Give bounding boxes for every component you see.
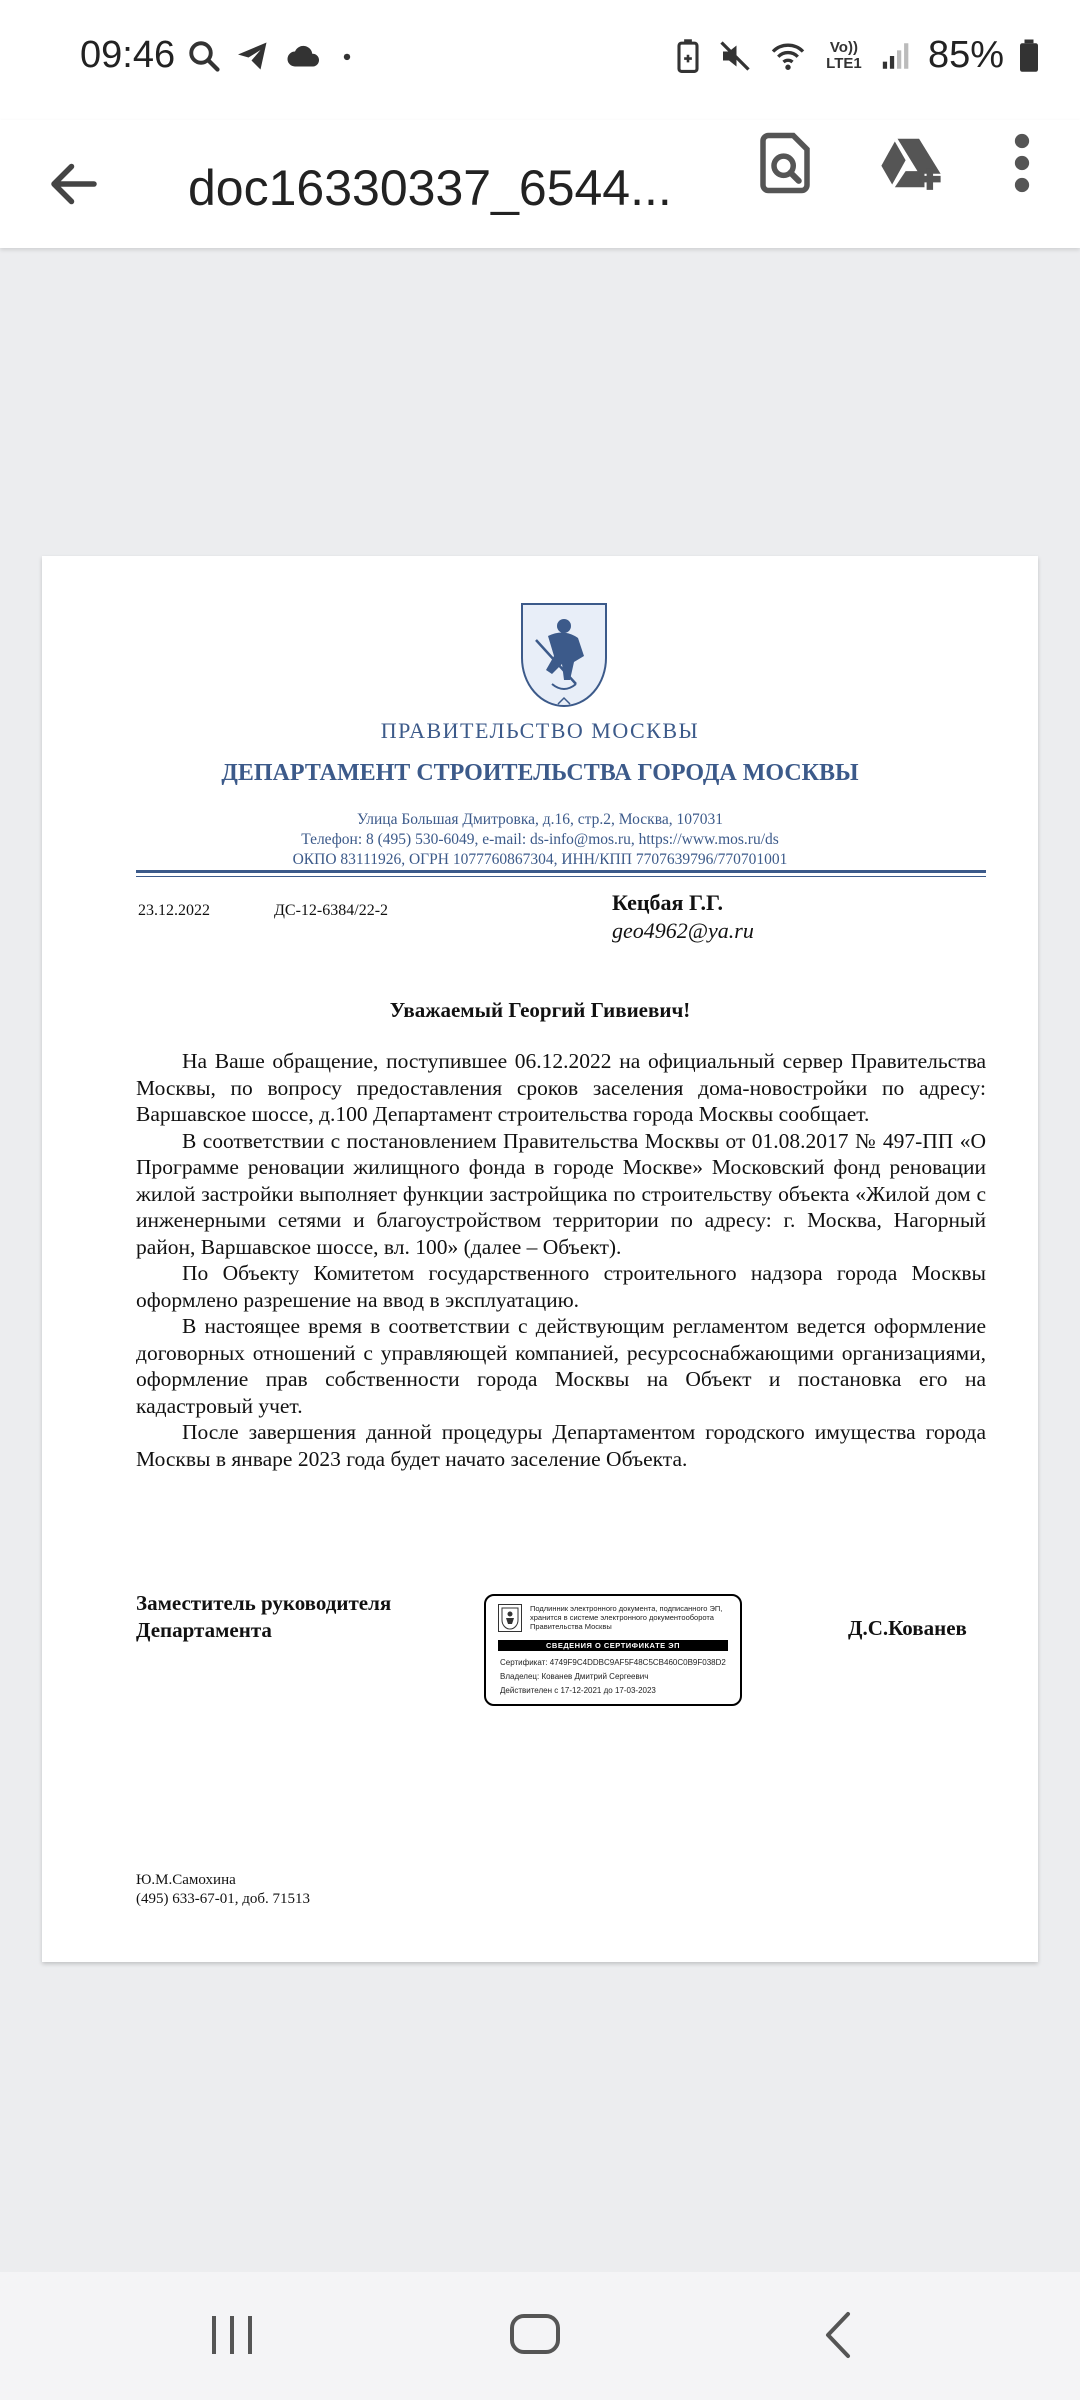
stamp-certificate: Сертификат: 4749F9C4DDBC9AF5F48C5CB460C0B9F038D2 (500, 1658, 726, 1667)
status-time: 09:46 (80, 34, 176, 76)
battery-percent: 85% (927, 34, 1004, 76)
status-bar (0, 0, 1080, 120)
letter-date: 23.12.2022 (138, 902, 210, 919)
signer-name: Д.С.Кованев (848, 1616, 967, 1640)
find-in-document-icon[interactable] (752, 130, 818, 196)
signer-position-line: Заместитель руководителя (136, 1591, 392, 1615)
search-icon (186, 38, 222, 74)
letter-number: ДС-12-6384/22-2 (274, 902, 389, 919)
header-divider (136, 870, 986, 873)
home-icon[interactable] (506, 2310, 564, 2358)
registration-line: ОКПО 83111926, ОГРН 1077760867304, ИНН/КПП 7707639796/770701001 (292, 851, 788, 868)
electronic-signature-stamp (484, 1594, 742, 1706)
battery-saver-icon (674, 38, 702, 74)
recent-apps-icon[interactable] (208, 2312, 256, 2358)
recipient-email: geo4962@ya.ru (612, 918, 754, 943)
signal-icon (880, 38, 914, 74)
org-government: ПРАВИТЕЛЬСТВО МОСКВЫ (380, 718, 700, 743)
moscow-coat-of-arms-icon (518, 600, 610, 710)
battery-icon (1018, 38, 1040, 74)
header-divider-thin (136, 876, 986, 877)
paragraph: В настоящее время в соответствии с действующим регламентом ведется оформление договорных отношений с управляющей компанией, ресурсоснабжающими организациями, оформление прав собственности города Москвы на Объект и постановка его на кадастровый учет. (136, 1314, 986, 1418)
more-options-icon[interactable] (1000, 130, 1044, 196)
document-title: doc16330337_6544... (188, 160, 672, 216)
recipient-name: Кецбая Г.Г. (612, 890, 723, 915)
paragraph: После завершения данной процедуры Департаментом городского имущества города Москвы в январе 2023 года будет начато заселение Объекта. (136, 1420, 986, 1471)
executor-phone: (495) 633-67-01, доб. 71513 (136, 1891, 310, 1907)
signer-position (136, 1590, 391, 1644)
letter-body (136, 1048, 986, 1472)
nav-back-icon[interactable] (820, 2310, 856, 2360)
stamp-header: Подлинник электронного документа, подписанного ЭП, хранится в системе электронного документооборота Правительства Москвы (530, 1604, 723, 1631)
cloud-icon (284, 38, 324, 74)
paragraph: На Ваше обращение, поступившее 06.12.2022 на официальный сервер Правительства Москвы, по вопросу предоставления сроков заселения дома-новостройки по адресу: Варшавское шоссе, д.100 Департамент строительства города Москвы сообщает. (136, 1049, 986, 1126)
stamp-validity: Действителен с 17-12-2021 до 17-03-2023 (500, 1686, 656, 1695)
paragraph: В соответствии с постановлением Правительства Москвы от 01.08.2017 № 497-ПП «О Программе реновации жилищного фонда в городе Москве» Московский фонд реновации жилой застройки выполняет функции застройщика по строительству объекта «Жилой дом с инженерными сетями и благоустройством территории по адресу: г. Москва, Нагорный район, Варшавское шоссе, вл. 100» (далее – Объект). (136, 1128, 986, 1259)
executor-name: Ю.М.Самохина (136, 1872, 236, 1888)
document-page (42, 556, 1038, 1962)
org-address (42, 810, 1038, 870)
mute-icon (716, 38, 754, 74)
notification-icons (186, 38, 358, 74)
paragraph: По Объекту Комитетом государственного строительного надзора города Москвы оформлено разрешение на ввод в эксплуатацию. (136, 1261, 986, 1312)
contact-line: Телефон: 8 (495) 530-6049, e-mail: ds-info@mos.ru, https://www.mos.ru/ds (301, 831, 779, 848)
system-icons (674, 34, 1040, 77)
add-to-drive-icon[interactable] (876, 130, 946, 196)
salutation: Уважаемый Георгий Гивиевич! (389, 998, 691, 1022)
signer-position-line: Департамента (136, 1618, 272, 1642)
navigation-bar (0, 2272, 1080, 2400)
back-arrow-icon[interactable] (44, 154, 104, 214)
dot-icon (336, 38, 358, 74)
stamp-emblem-icon (498, 1604, 522, 1632)
org-department: ДЕПАРТАМЕНТ СТРОИТЕЛЬСТВА ГОРОДА МОСКВЫ (221, 760, 859, 786)
stamp-band: СВЕДЕНИЯ О СЕРТИФИКАТЕ ЭП (498, 1640, 728, 1651)
address-line: Улица Большая Дмитровка, д.16, стр.2, Москва, 107031 (357, 811, 723, 828)
stamp-owner: Владелец: Кованев Дмитрий Сергеевич (500, 1672, 649, 1681)
network-type: Vo)) LTE1 (826, 38, 862, 72)
telegram-icon (234, 38, 272, 74)
wifi-icon (768, 38, 808, 74)
